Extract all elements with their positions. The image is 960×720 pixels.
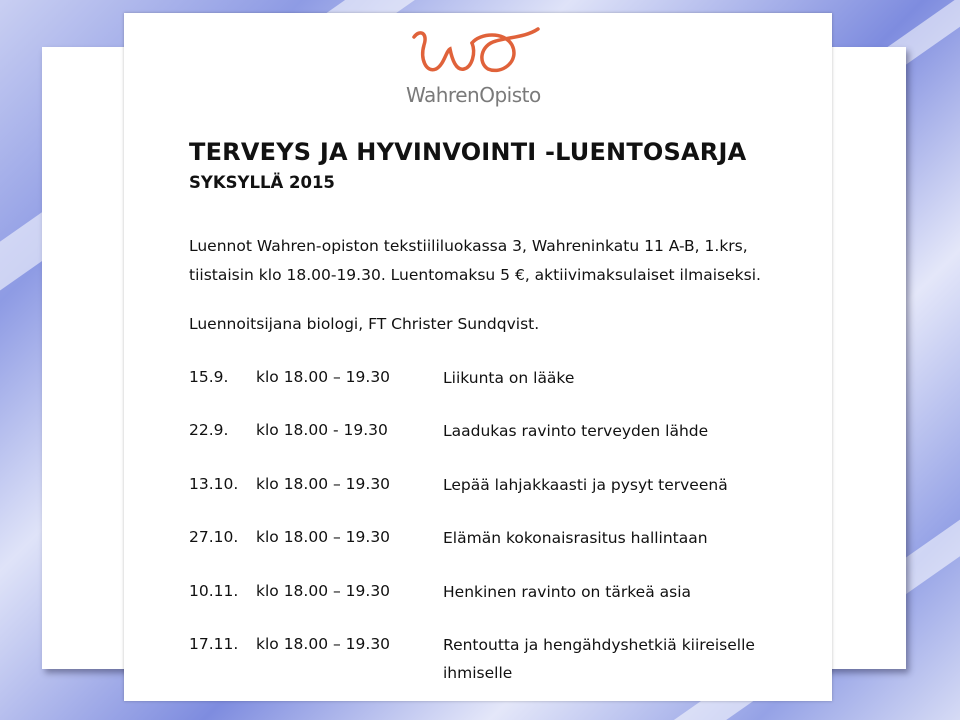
info-line-2: tiistaisin klo 18.00-19.30. Luentomaksu 5 €, aktiivimaksulaiset ilmaiseksi. bbox=[189, 266, 761, 284]
schedule-time: klo 18.00 – 19.30 bbox=[256, 635, 391, 653]
schedule-row bbox=[189, 475, 809, 501]
schedule-row bbox=[189, 582, 809, 608]
schedule-time: klo 18.00 – 19.30 bbox=[256, 368, 391, 386]
schedule-time: klo 18.00 – 19.30 bbox=[256, 528, 391, 546]
schedule-date: 17.11. bbox=[189, 635, 239, 653]
logo-wordmark bbox=[406, 83, 546, 107]
schedule-topic: Laadukas ravinto terveyden lähde bbox=[443, 422, 709, 440]
info-line-1: Luennot Wahren-opiston tekstiililuokassa 3, Wahreninkatu 11 A-B, 1.krs, bbox=[189, 237, 748, 255]
schedule-date: 13.10. bbox=[189, 475, 239, 493]
schedule-date: 22.9. bbox=[189, 421, 229, 439]
schedule-date: 15.9. bbox=[189, 368, 229, 386]
document-title: TERVEYS JA HYVINVOINTI -LUENTOSARJA bbox=[189, 138, 747, 166]
schedule-date: 10.11. bbox=[189, 582, 239, 600]
logo-text-part1: Wahren bbox=[406, 83, 480, 107]
wo-logo-mark-icon bbox=[406, 23, 546, 83]
lecturer-line: Luennoitsijana biologi, FT Christer Sundqvist. bbox=[189, 315, 540, 333]
schedule-date: 27.10. bbox=[189, 528, 239, 546]
schedule-topic: Lepää lahjakkaasti ja pysyt terveenä bbox=[443, 476, 728, 494]
schedule-time: klo 18.00 – 19.30 bbox=[256, 582, 391, 600]
schedule-time: klo 18.00 - 19.30 bbox=[256, 421, 388, 439]
schedule-row bbox=[189, 528, 809, 554]
schedule-topic: Henkinen ravinto on tärkeä asia bbox=[443, 583, 692, 601]
schedule-topic: Elämän kokonaisrasitus hallintaan bbox=[443, 529, 708, 547]
logo-text-part2: Opisto bbox=[479, 83, 541, 107]
schedule-topic: Liikunta on lääke bbox=[443, 369, 575, 387]
schedule-row bbox=[189, 421, 809, 447]
wahren-opisto-logo bbox=[406, 23, 546, 113]
schedule-topic: Rentoutta ja hengähdyshetkiä kiireiselle ihmiselle bbox=[443, 636, 755, 682]
schedule-time: klo 18.00 – 19.30 bbox=[256, 475, 391, 493]
schedule-row bbox=[189, 635, 809, 691]
document-page bbox=[124, 13, 832, 701]
document-subtitle: SYKSYLLÄ 2015 bbox=[189, 173, 335, 192]
schedule-row bbox=[189, 368, 809, 394]
